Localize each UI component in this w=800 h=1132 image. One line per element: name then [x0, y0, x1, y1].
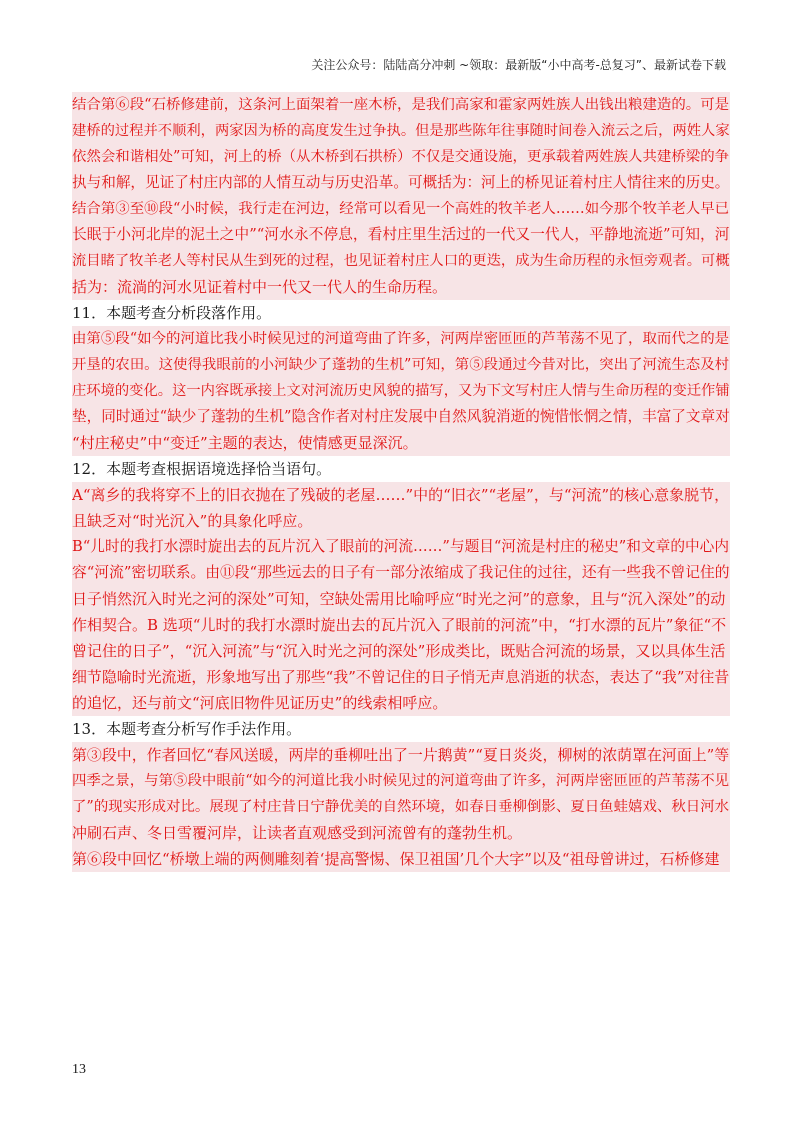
highlighted-text-line: B“儿时的我打水漂时旋出去的瓦片沉入了眼前的河流……”与题目“河流是村庄的秘史”和文章的中心内: [72, 534, 730, 560]
highlighted-text-line: 垫，同时通过“缺少了蓬勃的生机”隐含作者对村庄发展中自然风貌消逝的惋惜怅惘之情，丰富了文章对: [72, 404, 730, 430]
highlighted-text-line: 庄环境的变化。这一内容既承接上文对河流历史风貌的描写，又为下文写村庄人情与生命历程的变迁作铺: [72, 378, 730, 404]
highlighted-text-line: 四季之景，与第⑤段中眼前“如今的河道比我小时候见过的河道弯曲了许多，河两岸密匝匝的芦苇荡不见: [72, 768, 730, 794]
highlighted-text-line: 第⑥段中回忆“桥墩上端的两侧雕刻着‘提高警惕、保卫祖国’几个大字”以及“祖母曾讲过，石桥修建: [72, 846, 730, 872]
highlighted-text-line: 第③段中，作者回忆“春风送暖，两岸的垂柳吐出了一片鹅黄”“夏日炎炎，柳树的浓荫罩在河面上”等: [72, 742, 730, 768]
highlighted-text-line: 容“河流”密切联系。由⑪段“那些远去的日子有一部分浓缩成了我记住的过往，还有一些我不曾记住的: [72, 560, 730, 586]
highlighted-text-line: 建桥的过程并不顺利，两家因为桥的高度发生过争执。但是那些陈年往事随时间卷入流云之后，两姓人家: [72, 118, 730, 144]
highlighted-text-line: 且缺乏对“时光沉入”的具象化呼应。: [72, 508, 730, 534]
highlighted-text-line: 结合第③至⑩段“小时候，我行走在河边，经常可以看见一个高姓的牧羊老人……如今那个牧羊老人早已: [72, 196, 730, 222]
highlighted-text-line: 开垦的农田。这使得我眼前的小河缺少了蓬勃的生机”可知，第⑤段通过今昔对比，突出了河流生态及村: [72, 352, 730, 378]
document-body: [72, 92, 730, 872]
page-header: 关注公众号：陆陆高分冲刺 ~领取：最新版“小中高考-总复习”、最新试卷下载: [311, 58, 726, 72]
highlighted-text-line: 结合第⑥段“石桥修建前，这条河上面架着一座木桥，是我们高家和霍家两姓族人出钱出粮建造的。可是: [72, 92, 730, 118]
highlighted-text-line: 曾记住的日子”，“沉入河流”与“沉入时光之河的深处”形成类比，既贴合河流的场景，又以具体生活: [72, 638, 730, 664]
highlighted-text-line: 了”的现实形成对比。展现了村庄昔日宁静优美的自然环境，如春日垂柳倒影、夏日鱼蛙嬉戏、秋日河水: [72, 794, 730, 820]
highlighted-text-line: A“离乡的我将穿不上的旧衣抛在了残破的老屋……”中的“旧衣”“老屋”，与“河流”的核心意象脱节，: [72, 482, 730, 508]
question-heading-line: 12．本题考查根据语境选择恰当语句。: [72, 460, 332, 478]
highlighted-text-line: 执与和解，见证了村庄内部的人情互动与历史沿革。可概括为：河上的桥见证着村庄人情往来的历史。: [72, 170, 730, 196]
question-heading-line: 11．本题考查分析段落作用。: [72, 304, 272, 322]
highlighted-text-line: 长眠于小河北岸的泥土之中”“河水永不停息，看村庄里生活过的一代又一代人，平静地流逝”可知，河: [72, 222, 730, 248]
highlighted-text-line: 由第⑤段“如今的河道比我小时候见过的河道弯曲了许多，河两岸密匝匝的芦苇荡不见了，取而代之的是: [72, 326, 730, 352]
highlighted-text-line: 作相契合。B 选项“儿时的我打水漂时旋出去的瓦片沉入了眼前的河流”中，“打水漂的瓦片”象征“不: [72, 612, 730, 638]
highlighted-text-line: 冲刷石声、冬日雪覆河岸，让读者直观感受到河流曾有的蓬勃生机。: [72, 820, 730, 846]
highlighted-text-line: 流目睹了牧羊老人等村民从生到死的过程，也见证着村庄人口的更迭，成为生命历程的永恒旁观者。可概: [72, 248, 730, 274]
question-heading-line: 13．本题考查分析写作手法作用。: [72, 720, 302, 738]
highlighted-text-line: 的追忆，还与前文“河底旧物件见证历史”的线索相呼应。: [72, 690, 730, 716]
highlighted-text-line: 日子悄然沉入时光之河的深处”可知，空缺处需用比喻呼应“时光之河”的意象，且与“沉入深处”的动: [72, 586, 730, 612]
highlighted-text-line: 依然会和谐相处”可知，河上的桥（从木桥到石拱桥）不仅是交通设施，更承载着两姓族人共建桥梁的争: [72, 144, 730, 170]
page-number: 13: [72, 1062, 86, 1077]
highlighted-text-line: 细节隐喻时光流逝，形象地写出了那些“我”不曾记住的日子悄无声息消逝的状态，表达了“我”对往昔: [72, 664, 730, 690]
highlighted-text-line: “村庄秘史”中“变迁”主题的表达，使情感更显深沉。: [72, 430, 730, 456]
highlighted-text-line: 括为：流淌的河水见证着村中一代又一代人的生命历程。: [72, 274, 730, 300]
